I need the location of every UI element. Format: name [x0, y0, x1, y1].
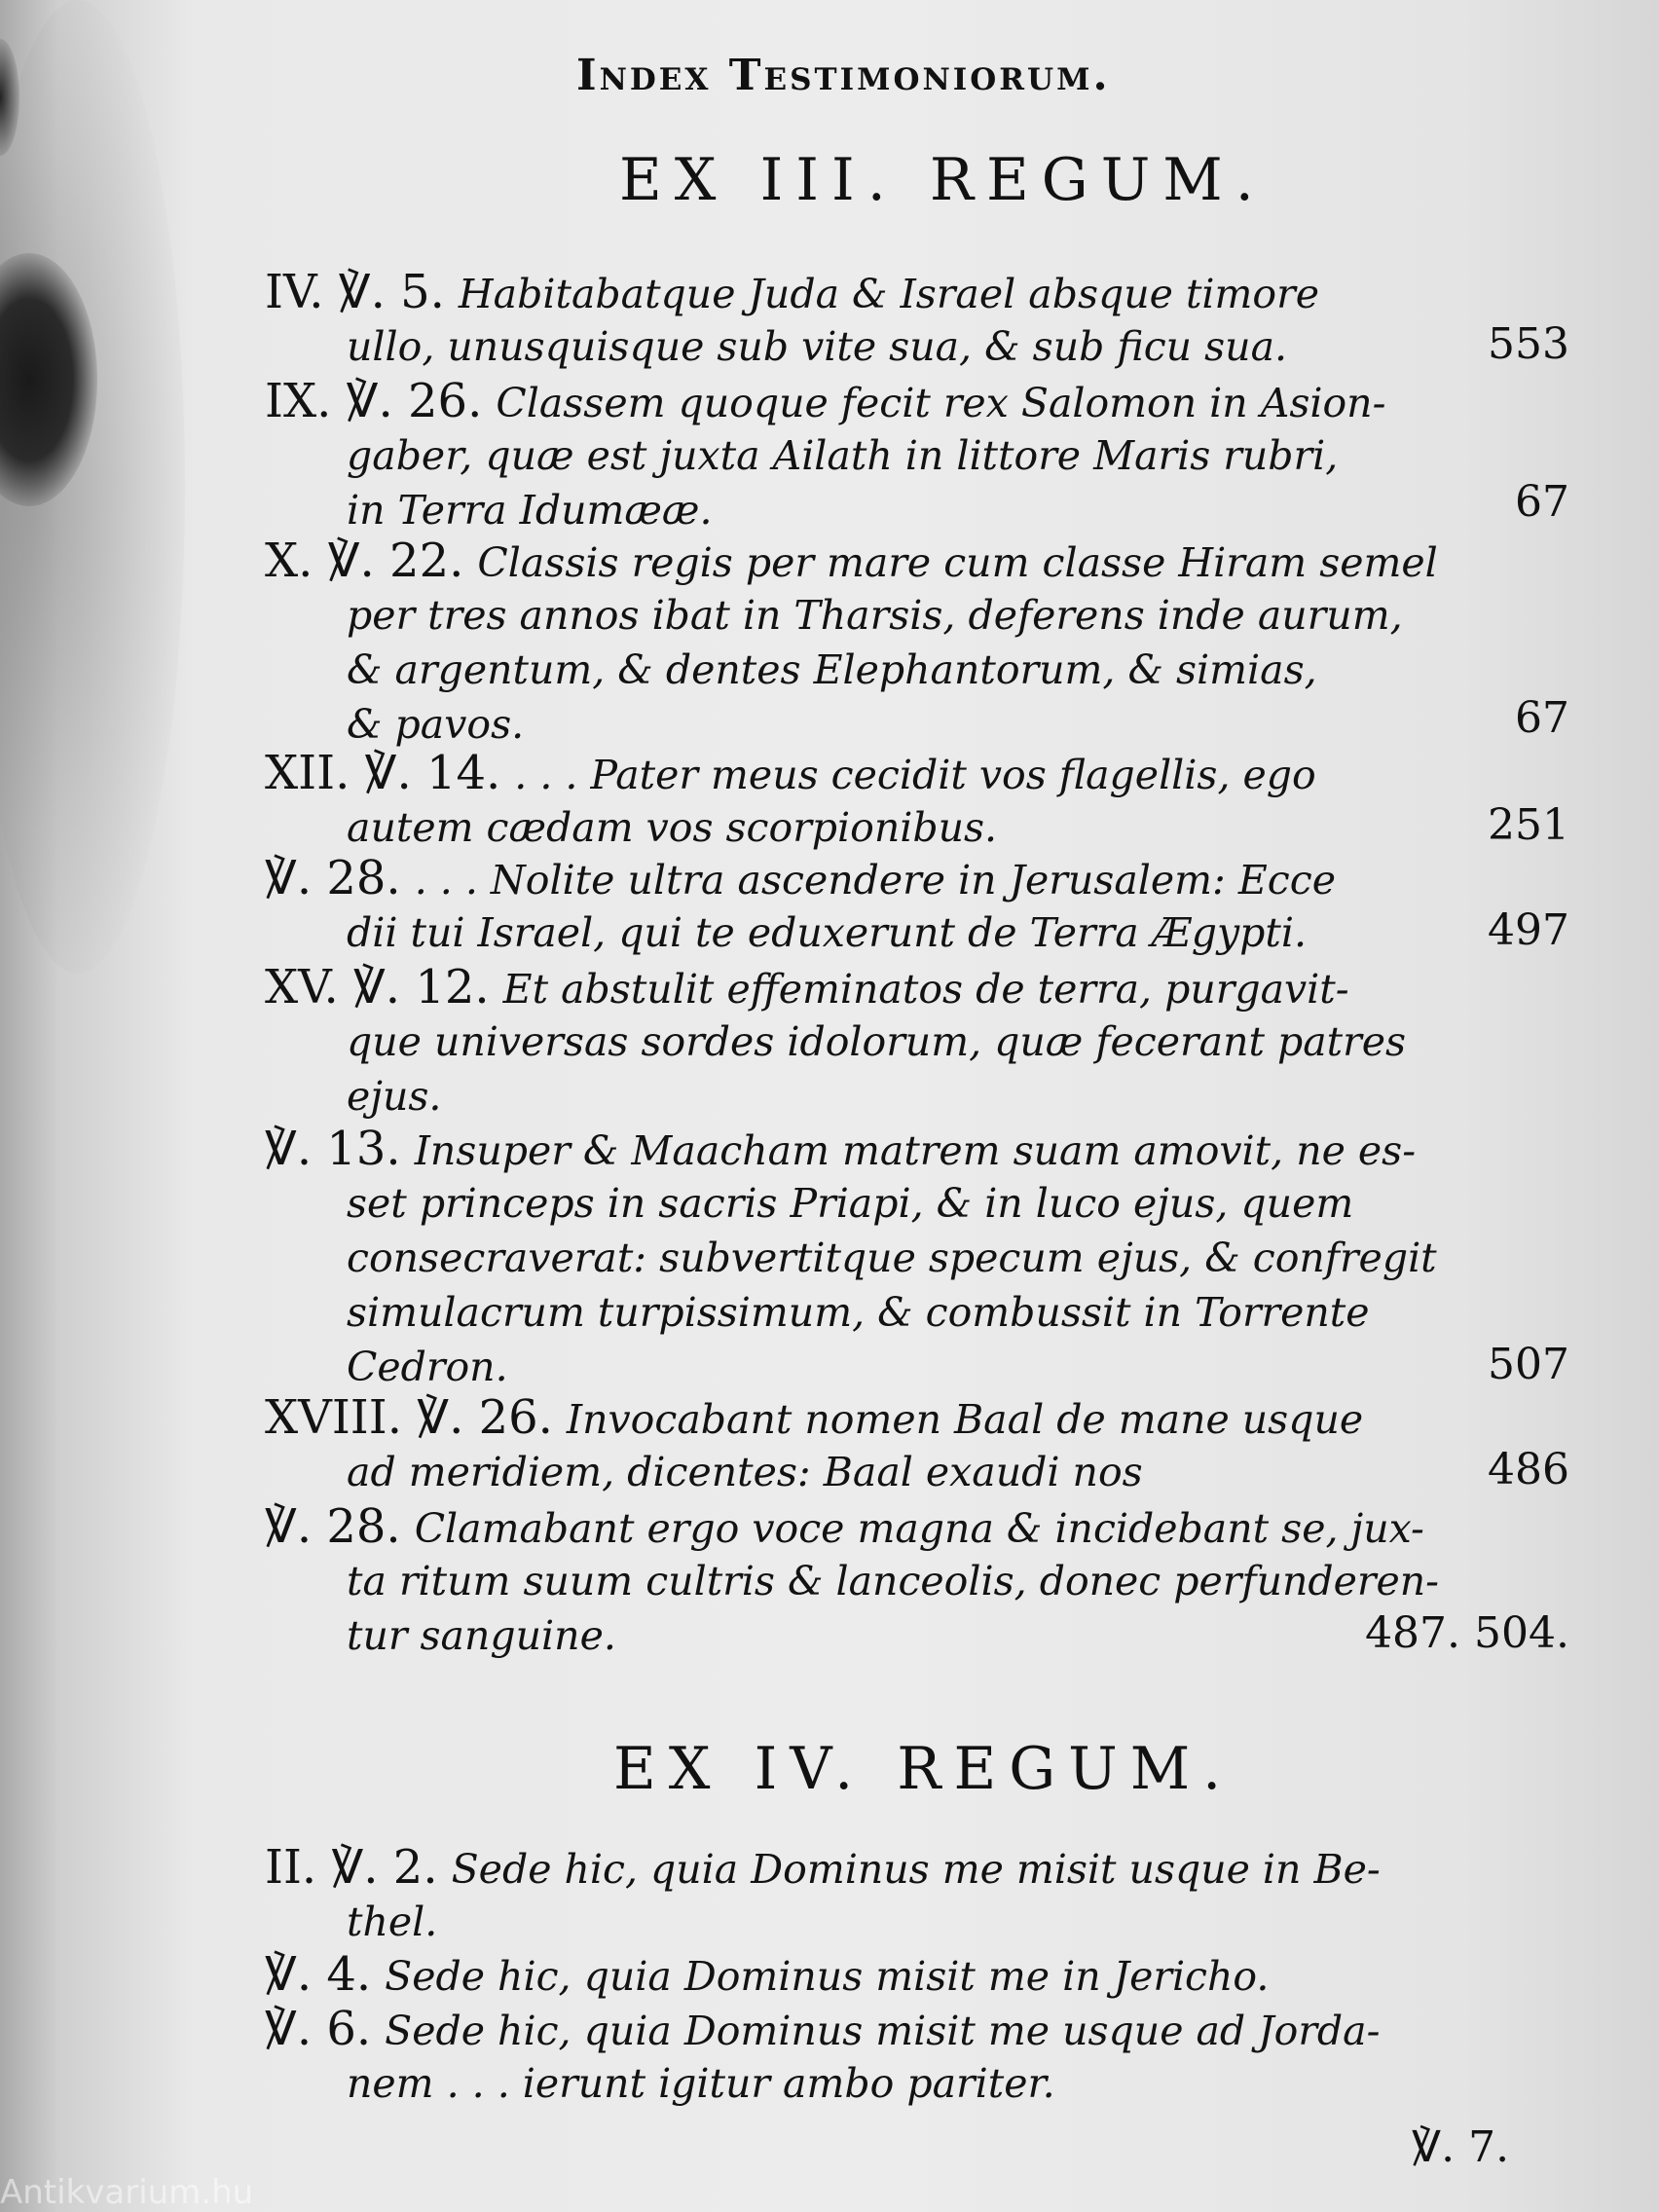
- entry-text-line: simulacrum turpissimum, & combussit in Torrente: [347, 1289, 1370, 1336]
- entry-reference: ℣. 6.: [265, 2002, 372, 2056]
- entry-text-line: Sede hic, quia Dominus misit me in Jericho.: [385, 1953, 1270, 2000]
- entry-text-line: Et abstulit effeminatos de terra, purgavit-: [502, 966, 1349, 1013]
- entry-text-line: & pavos.: [347, 701, 525, 748]
- page-number: 553: [1488, 319, 1569, 369]
- entry-reference: ℣. 28.: [265, 851, 401, 905]
- entry-text-line: per tres annos ibat in Tharsis, deferens inde aurum,: [347, 592, 1403, 639]
- entry-reference: ℣. 28.: [265, 1499, 401, 1554]
- entry-text-line: autem cædam vos scorpionibus.: [347, 804, 998, 851]
- entry-text-line: Cedron.: [347, 1344, 508, 1390]
- section-heading-iii-regum: EX III. REGUM.: [619, 146, 1267, 214]
- entry-text-line: consecraverat: subvertitque specum ejus, & confregit: [347, 1235, 1437, 1281]
- index-entry: [265, 374, 1472, 537]
- watermark: Antikvarium.hu: [0, 2173, 254, 2212]
- entry-text-line: tur sanguine.: [347, 1612, 616, 1659]
- entry-reference: XVIII. ℣. 26.: [265, 1390, 553, 1445]
- entry-text-line: Invocabant nomen Baal de mane usque: [566, 1396, 1364, 1443]
- page-number: 486: [1488, 1445, 1569, 1494]
- entry-text-line: ta ritum suum cultris & lanceolis, donec perfunderen-: [347, 1558, 1440, 1604]
- entry-text-line: Insuper & Maacham matrem suam amovit, ne es-: [414, 1127, 1417, 1174]
- entry-text-line: . . . Pater meus cecidit vos flagellis, ego: [514, 752, 1316, 798]
- entry-text-line: Clamabant ergo voce magna & incidebant se, jux-: [414, 1505, 1424, 1552]
- entry-text-line: Classis regis per mare cum classe Hiram semel: [477, 539, 1438, 586]
- catchword: ℣. 7.: [1412, 2122, 1510, 2172]
- page-number: 487. 504.: [1365, 1608, 1569, 1658]
- entry-text-line: set princeps in sacris Priapi, & in luco ejus, quem: [347, 1180, 1354, 1227]
- entry-text-line: nem . . . ierunt igitur ambo pariter.: [347, 2060, 1055, 2107]
- index-entry: [265, 1499, 1472, 1663]
- running-head: Index Testimoniorum.: [576, 51, 1111, 100]
- entry-reference: XV. ℣. 12.: [265, 960, 490, 1014]
- index-entry: [265, 1947, 1472, 2002]
- entry-text-line: ullo, unusquisque sub vite sua, & sub ficu sua.: [347, 323, 1288, 370]
- entry-reference: ℣. 4.: [265, 1947, 372, 2002]
- entry-text-line: thel.: [347, 1899, 438, 1945]
- ink-blot-top: [0, 39, 19, 156]
- entry-text-line: Sede hic, quia Dominus me misit usque in Be-: [451, 1846, 1381, 1893]
- entry-text-line: gaber, quæ est juxta Ailath in littore Maris rubri,: [347, 432, 1339, 479]
- page-number: 251: [1488, 800, 1569, 850]
- ink-blot: [0, 253, 97, 506]
- section-heading-iv-regum: EX IV. REGUM.: [613, 1735, 1235, 1803]
- entry-text-line: & argentum, & dentes Elephantorum, & simias,: [347, 646, 1317, 693]
- entry-reference: X. ℣. 22.: [265, 534, 464, 588]
- index-entry: [265, 1840, 1472, 1949]
- page-number: 67: [1515, 477, 1569, 527]
- page-number: 497: [1488, 905, 1569, 955]
- water-stain: [0, 0, 185, 974]
- page-number: 507: [1488, 1340, 1569, 1389]
- index-entry: [265, 1122, 1472, 1394]
- entry-text-line: dii tui Israel, qui te eduxerunt de Terra Ægypti.: [347, 909, 1308, 956]
- entry-text-line: in Terra Idumææ.: [347, 487, 713, 534]
- entry-reference: IV. ℣. 5.: [265, 265, 445, 319]
- index-entry: [265, 960, 1472, 1124]
- entry-text-line: que universas sordes idolorum, quæ fecerant patres: [347, 1018, 1407, 1065]
- index-entry: [265, 746, 1472, 855]
- entry-reference: II. ℣. 2.: [265, 1840, 438, 1895]
- entry-text-line: Sede hic, quia Dominus misit me usque ad Jorda-: [385, 2008, 1381, 2054]
- entry-text-line: ad meridiem, dicentes: Baal exaudi nos: [347, 1449, 1143, 1495]
- entry-reference: XII. ℣. 14.: [265, 746, 501, 800]
- index-entry: [265, 2002, 1472, 2111]
- page-number: 67: [1515, 693, 1569, 743]
- index-entry: [265, 534, 1472, 752]
- entry-text-line: Classem quoque fecit rex Salomon in Asion-: [496, 380, 1386, 426]
- index-entry: [265, 1390, 1472, 1499]
- entry-reference: IX. ℣. 26.: [265, 374, 483, 428]
- entry-text-line: . . . Nolite ultra ascendere in Jerusalem: Ecce: [414, 857, 1336, 903]
- entry-text-line: Habitabatque Juda & Israel absque timore: [458, 271, 1319, 317]
- index-entry: [265, 265, 1472, 374]
- index-entry: [265, 851, 1472, 960]
- entry-text-line: ejus.: [347, 1073, 442, 1120]
- entry-reference: ℣. 13.: [265, 1122, 401, 1176]
